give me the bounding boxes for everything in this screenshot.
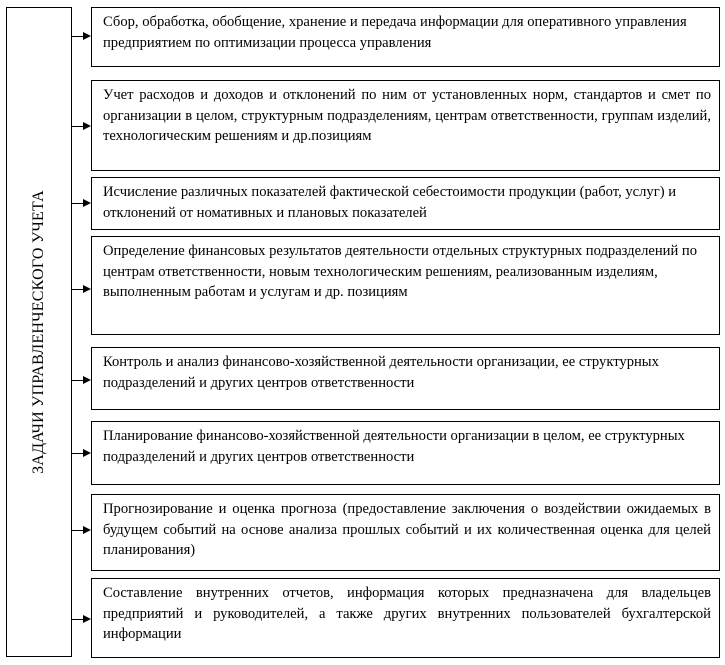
task-box-7: Прогнозирование и оценка прогноза (предоставление заключения о воздействии ожидаемых в будущем событий на основе анализа прошлых событий и их количественная оценка для целей планирования) bbox=[91, 494, 720, 571]
arrow-right-icon bbox=[83, 285, 91, 293]
tasks-title: ЗАДАЧИ УПРАВЛЕНЧЕСКОГО УЧЕТА bbox=[30, 190, 47, 474]
task-box-5: Контроль и анализ финансово-хозяйственной деятельности организации, ее структурных подразделений и других центров ответственности bbox=[91, 347, 720, 410]
tasks-title-box bbox=[6, 7, 72, 657]
task-box-3: Исчисление различных показателей фактической себестоимости продукции (работ, услуг) и отклонений от номативных и плановых показателей bbox=[91, 177, 720, 230]
arrow-right-icon bbox=[83, 526, 91, 534]
arrow-right-icon bbox=[83, 122, 91, 130]
arrow-right-icon bbox=[83, 449, 91, 457]
task-box-8: Составление внутренних отчетов, информация которых предназначена для владельцев предприятий и руководителей, а также других внутренних пользователей бухгалтерской информации bbox=[91, 578, 720, 658]
task-box-4: Определение финансовых результатов деятельности отдельных структурных подразделений по центрам ответственности, новым технологическим решениям, реализованным изделиям, выполненным работам и услугам и др. позициям bbox=[91, 236, 720, 335]
arrow-right-icon bbox=[83, 199, 91, 207]
task-box-1: Сбор, обработка, обобщение, хранение и передача информации для оперативного управления предприятием по оптимизации процесса управления bbox=[91, 7, 720, 67]
task-box-6: Планирование финансово-хозяйственной деятельности организации в целом, ее структурных подразделений и других центров ответственности bbox=[91, 421, 720, 485]
task-box-2: Учет расходов и доходов и отклонений по ним от установленных норм, стандартов и смет по организации в целом, структурным подразделениям, центрам ответственности, группам изделий, технологическим решениям и др.позициям bbox=[91, 80, 720, 171]
arrow-right-icon bbox=[83, 32, 91, 40]
arrow-right-icon bbox=[83, 376, 91, 384]
arrow-right-icon bbox=[83, 615, 91, 623]
